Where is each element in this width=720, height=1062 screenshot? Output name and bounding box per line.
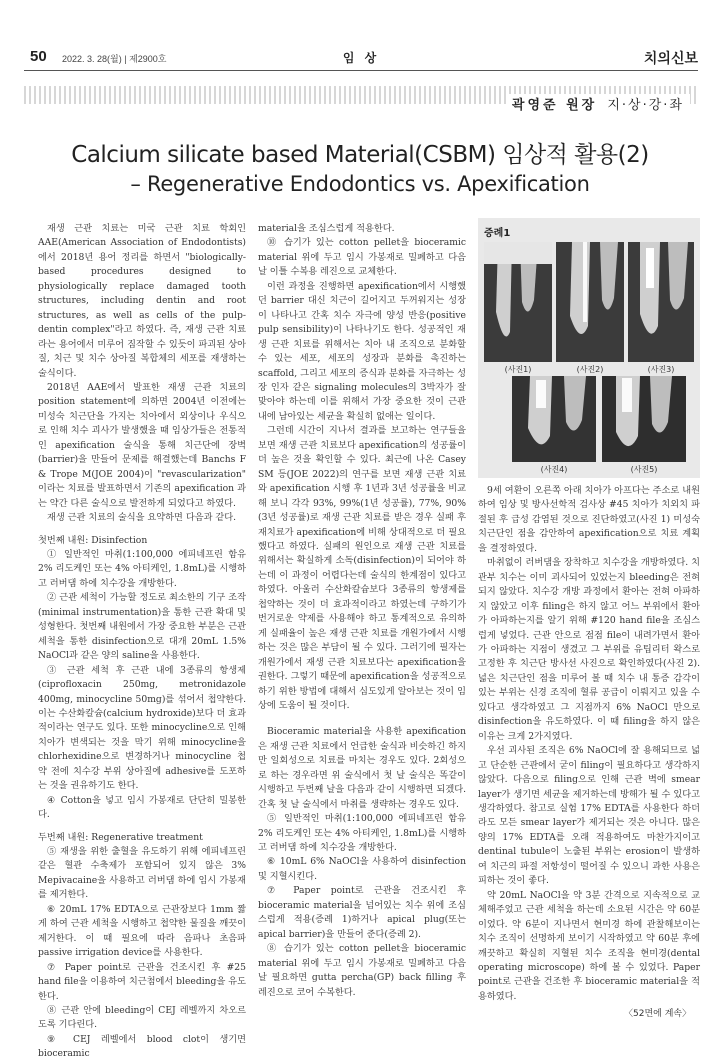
photo-caption: (사진5) <box>630 465 658 474</box>
step: ⑧ 습기가 있는 cotton pellet을 bioceramic material 위에 두고 임시 가봉재로 밀폐하고 다음 날 필요하면 gutta percha(GP) back filling 후 레진으로 코어 수복한다. <box>258 943 466 998</box>
article-title: Calcium silicate based Material(CSBM) 임상적 활용(2) <box>71 142 649 168</box>
step: ⑤ 재생을 위한 출혈을 유도하기 위해 에피네프린 같은 혈관 수축제가 포함되어 있지 않은 3% Mepivacaine을 사용하고 러버댐 하에 임시 가봉재를 제거한다. <box>38 846 246 901</box>
step: ④ Cotton을 넣고 임시 가봉재로 단단히 밀봉한다. <box>38 794 246 821</box>
step: ⑧ 근관 안에 bleeding이 CEJ 레벨까지 차오르도록 기다린다. <box>38 1005 246 1031</box>
header-rule <box>24 70 698 71</box>
paragraph: 재생 근관 치료의 술식을 요약하면 다음과 같다. <box>47 512 237 524</box>
photo-caption: (사진1) <box>504 365 532 374</box>
step: ③ 근관 세척 후 근관 내에 3종류의 항생제(ciprofloxacin 250mg, metronidazole 400mg, minocycline 50mg)를 섞어서 첩약한다. 이는 수산화칼슘(calcium hydroxide)보다 더 효과적이라는 연구도 있다. 또한 minocycline으로 인해 치아가 변색되는 것을 막기 위해 minocycline을 chlorhexidine으로 변경하거나 minocycline 첩약 전에 치수강 부위 상아질에 adhesive를 도포하는 것을 권유하기도 한다. <box>38 664 246 792</box>
photo-caption: (사진4) <box>540 465 568 474</box>
xray-photo-4 <box>512 376 596 462</box>
case-figure <box>478 218 700 478</box>
continued-note: 〈52면에 계속〉 <box>624 1009 692 1019</box>
step: ⑨ CEJ 레벨에서 blood clot이 생기면 bioceramic <box>38 1033 246 1060</box>
brand-logo: 치의신보 <box>643 51 698 67</box>
subheading: 첫번째 내원: Disinfection <box>38 534 148 546</box>
column-title <box>506 94 690 113</box>
photo-caption: (사진2) <box>576 365 604 374</box>
paragraph: material을 조심스럽게 적용한다. <box>258 223 395 234</box>
page-header <box>24 46 698 68</box>
paragraph: 약 20mL NaOCl을 약 3분 간격으로 지속적으로 교체해주었고 근관 세척을 하는데 소요된 시간은 약 60분이었다. 약 6분이 지나면서 현미경 하에 관찰해보이는 치수 조직이 선명하게 보이기 시작하였고 약 60분 후에 깨끗하고 확실히 지혈된 치수 조직을 현미경(dental operating microscope) 하에 볼 수 있었다. Paper point로 근관을 건조한 후 bioceramic material을 적용하였다. <box>478 889 700 1002</box>
step: ⑦ Paper point로 근관을 건조시킨 후 bioceramic material을 넘어있는 치수 위에 조심스럽게 적용(증례 1)하거나 apical plug(또는 apical barrier)을 만들어 준다(증례 2). <box>258 885 466 940</box>
xray-photo-2 <box>556 242 624 362</box>
article-column-1 <box>38 222 246 1062</box>
column-author: 곽영준 원장 <box>511 98 598 113</box>
page-number: 50 <box>30 48 47 65</box>
xray-photo-1 <box>484 242 552 362</box>
column-series: 지·상·강·좌 <box>607 98 684 113</box>
paragraph: Bioceramic material을 사용한 apexification은 재생 근관 치료에서 언급한 술식과 비슷하긴 하지만 일회성으로 치료를 마치는 경우도 있다. 2회성으로 하는 경우라면 위 술식에서 첫 날 술식은 똑같이 시행하고 두번째 날을 다음과 같이 시행하면 되겠다. 간혹 첫 날 술식에서 마취를 생략하는 경우도 있다. <box>258 726 466 810</box>
paragraph: 이런 과정을 진행하면 apexification에서 시행했던 barrier 대신 치근이 길어지고 두꺼워지는 성장이 나타나고 간혹 치수 자극에 양성 반응(positive pulp sensibility)이 나타나기도 한다. 성공적인 재생 근관 치료를 위해서는 치아 내 조직으로 분화할 수 있는 세포, 세포의 성장과 분화를 촉진하는 scaffold, 그리고 세포의 증식과 분화를 자극하는 성장 인자 같은 signaling molecules의 3박자가 잘 맞아야 하는데 이를 위해서 가장 중요한 것이 근관 내에 남아있는 세균을 확실히 없애는 일이다. <box>258 280 466 422</box>
step: ⑥ 20mL 17% EDTA으로 근관장보다 1mm 짧게 하여 근관 세척을 시행하고 첩약한 물질을 깨끗이 제거한다. 이 때 필요에 따라 음파나 초음파 passive irrigation device를 사용한다. <box>38 903 246 959</box>
paragraph: 2018년 AAE에서 발표한 재생 근관 치료의 position statement에 의하면 2004년 이전에는 미성숙 치근단을 가지는 치아에서 외상이나 우식으로 인해 치수 괴사가 발생했을 때 임상가들은 전통적인 apexification 술식을 통해 치근단에 장벽(barrier)을 만들어 문제를 해결했는데 Banchs F & Trope M(JOE 2004)이 "revascularization" 이라는 치료를 발표하면서 기존의 apexification 과는 약간 다른 술식으로 발전하게 되었다고 하였다. <box>38 381 246 509</box>
article-column-3 <box>478 484 700 1004</box>
step: ① 일반적인 마취(1:100,000 에피네프린 함유 2% 리도케인 또는 4% 아티케인, 1.8mL)를 시행하고 러버댐 하에 치수강을 개방한다. <box>38 548 246 589</box>
paragraph: 우선 괴사된 조직은 6% NaOCl에 잘 용해되므로 넓고 단순한 근관에서 굳이 filing이 필요하다고 생각하지 않았다. 다음으로 filing으로 인해 근관 벽에 smear layer가 생기면 세균을 제거하는데 방해가 될 수 있다고 생각하였다. 참고로 실험 17% EDTA를 사용한다 하더라도 모든 smear layer가 제거되는 것은 아니다. 많은 양의 17% EDTA를 오래 적용하여도 마찬가지이고 dentinal tubule이 노출된 부위는 erosion이 발생하여 치근의 파절 저항성이 떨어질 수 있으니 과한 사용은 피하는 것이 좋다. <box>478 745 700 887</box>
photo-caption: (사진3) <box>647 365 675 374</box>
step: ⑥ 10mL 6% NaOCl을 사용하여 disinfection 및 지혈시킨다. <box>258 856 466 882</box>
subheading: 두번째 내원: Regenerative treatment <box>38 831 203 843</box>
section-title: 임 상 <box>342 51 380 65</box>
xray-photo-5 <box>602 376 686 462</box>
step: ⑤ 일반적인 마취(1:100,000 에피네프린 함유 2% 리도케인 또는 4% 아티케인, 1.8mL)를 시행하고 러버댐 하에 치수강을 개방한다. <box>258 813 466 854</box>
paragraph: 9세 여환이 오른쪽 아래 치아가 아프다는 주소로 내원하여 임상 및 방사선학적 검사상 #45 치아가 치외치 파절된 후 급성 감염된 것으로 진단하였고(사진 1) 미성숙 치근단인 점을 감안하여 apexification으로 치료 계획을 결정하였다. <box>478 485 700 554</box>
issue-info: 2022. 3. 28(월) | 제2900호 <box>62 54 167 64</box>
step: ② 근관 세척이 가능할 정도로 최소한의 기구 조작(minimal instrumentation)을 통한 근관 확대 및 성형한다. 첫번째 내원에서 가장 중요한 부분은 근관 세척을 통한 disinfection으로 대개 20mL 1.5% NaOCl과 같은 양의 saline을 사용한다. <box>38 592 246 662</box>
paragraph: 마취없이 러버댐을 장착하고 치수강을 개방하였다. 치관부 치수는 이미 괴사되어 있었는지 bleeding은 전혀 되지 않았다. 치수강 개방 과정에서 환아는 전혀 아파하지 않았고 이후 filing은 하지 않고 어느 부위에서 환아가 아파하는지를 알기 위해 #120 hand file을 조심스럽게 넣었다. 근관 안으로 점점 file이 내려가면서 환아가 아파하는 지점이 생겼고 그 부위를 유팁리터 왁스로 고정한 후 치근단 방사선 사진으로 확인하였다(사진 2). 넓은 치근단인 점을 미루어 볼 때 치수 내 통증 감각이 있는 부위는 신경 조직에 혈류 공급이 이뤄지고 있을 수 있다고 생각하였고 그 지점까지 6% NaOCl 만으로 disinfection을 유도하였다. 이 때 filing을 하지 않은 이유는 크게 2가지였다. <box>478 557 700 742</box>
case-label: 증례1 <box>484 228 511 239</box>
spacer <box>258 713 466 725</box>
article-subtitle: – Regenerative Endodontics vs. Apexification <box>130 172 590 196</box>
paragraph: 재생 근관 치료는 미국 근관 치료 학회인 AAE(American Association of Endodontists)에서 2018년 용어 정리를 하면서 "biologically-based procedures designed to physiologically replace damaged tooth structures, including dentin and root structures, as well as cells of the pulp-dentin complex"라고 하였다. 즉, 재생 근관 치료라는 용어에서 미루어 짐작할 수 있듯이 파괴된 상아질, 치근 및 치수 상아질 복합체의 세포를 재생하는 술식이다. <box>38 223 246 379</box>
step: ⑦ Paper point로 근관을 건조시킨 후 #25 hand file을 이용하여 치근첨에서 bleeding을 유도한다. <box>38 961 246 1002</box>
paragraph: 그런데 시간이 지나서 결과를 보고하는 연구들을 보면 재생 근관 치료보다 apexification의 성공률이 더 높은 것을 확인할 수 있다. 최근에 나온 Casey SM 등(JOE 2022)의 연구를 보면 재생 근관 치료와 apexification 시행 후 1년과 3년 성공률을 비교해 보니 각각 93%, 99%(1년 성공률), 77%, 90%(3년 성공률)로 재생 근관 치료를 받은 경우 실패 후 재치료가 apexification에 비해 상대적으로 더 필요했다고 하였다. 실패의 원인으로 재생 근관 치료를 위해서는 확실하게 소독(disinfection)이 되어야 하는데 이 과정이 어렵다는데 술식의 한계점이 있다고 하였다. 아울러 수산화칼슘보다 3종류의 항생제를 첩약하는 것이 더 효과적이라고 하였는데 구하기가 번거로운 약제를 사용해야 하고 통계적으로 유의하게 실패율이 높은 재생 근관 치료를 개원가에서 시행하는 것은 많은 부담이 될 수 있다. 그러기에 필자는 개원가에서 재생 근관 치료보다는 apexification을 권한다. 그렇기 때문에 apexification을 성공적으로 하기 위한 방법에 대해서 심도있게 알아보는 것이 임상에 도움이 될 것이다. <box>258 425 466 711</box>
article-column-2 <box>258 222 466 1000</box>
step: ⑩ 습기가 있는 cotton pellet을 bioceramic material 위에 두고 임시 가봉재로 밀폐하고 다음 날 이틀 수복용 레진으로 교체한다. <box>258 237 466 278</box>
xray-photo-3 <box>628 242 694 362</box>
